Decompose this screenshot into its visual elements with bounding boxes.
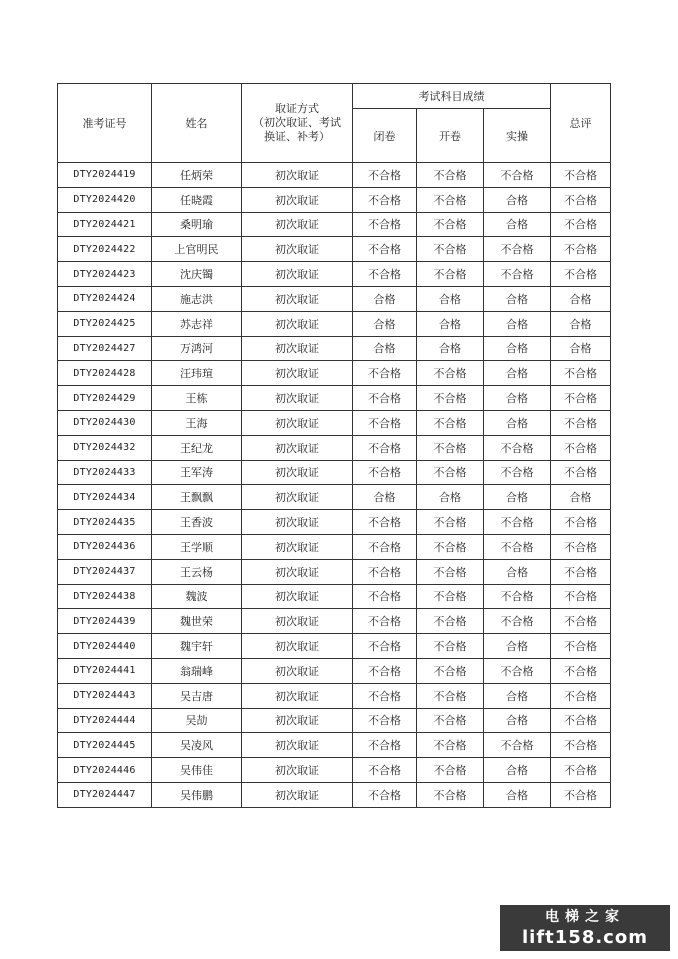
cell-practical: 合格	[484, 559, 551, 584]
cell-open-book: 不合格	[417, 609, 484, 634]
cell-practical: 不合格	[484, 733, 551, 758]
table-row	[58, 286, 611, 311]
cell-name: 魏世荣	[152, 609, 242, 634]
cell-exam-id: DTY2024433	[58, 460, 152, 485]
cell-closed-book: 不合格	[353, 410, 417, 435]
cell-overall: 不合格	[551, 262, 611, 287]
cell-name: 施志洪	[152, 286, 242, 311]
cell-open-book: 不合格	[417, 634, 484, 659]
table-row	[58, 435, 611, 460]
cell-open-book: 合格	[417, 311, 484, 336]
cell-open-book: 不合格	[417, 187, 484, 212]
cell-overall: 不合格	[551, 708, 611, 733]
cell-name: 万鸿河	[152, 336, 242, 361]
cell-name: 王云杨	[152, 559, 242, 584]
cell-open-book: 不合格	[417, 262, 484, 287]
table-row	[58, 782, 611, 807]
cell-exam-id: DTY2024421	[58, 212, 152, 237]
cell-practical: 不合格	[484, 435, 551, 460]
table-row	[58, 609, 611, 634]
cell-open-book: 不合格	[417, 658, 484, 683]
header-subject-scores: 考试科目成绩	[353, 84, 551, 109]
cell-name: 王栋	[152, 386, 242, 411]
cell-closed-book: 不合格	[353, 510, 417, 535]
cell-exam-id: DTY2024436	[58, 534, 152, 559]
cell-name: 任晓霞	[152, 187, 242, 212]
table-row	[58, 584, 611, 609]
cell-method: 初次取证	[242, 163, 353, 188]
table-row	[58, 460, 611, 485]
cell-closed-book: 不合格	[353, 237, 417, 262]
cell-closed-book: 不合格	[353, 534, 417, 559]
table-row	[58, 683, 611, 708]
header-open-book: 开卷	[417, 109, 484, 163]
cell-open-book: 不合格	[417, 510, 484, 535]
table-body	[58, 163, 611, 808]
cell-practical: 合格	[484, 410, 551, 435]
table-row	[58, 510, 611, 535]
cell-method: 初次取证	[242, 361, 353, 386]
cell-name: 吴凌风	[152, 733, 242, 758]
cell-closed-book: 不合格	[353, 559, 417, 584]
cell-exam-id: DTY2024444	[58, 708, 152, 733]
cell-name: 王香波	[152, 510, 242, 535]
cell-overall: 不合格	[551, 758, 611, 783]
cell-name: 吴伟佳	[152, 758, 242, 783]
table-row	[58, 485, 611, 510]
cell-practical: 不合格	[484, 534, 551, 559]
cell-overall: 合格	[551, 286, 611, 311]
cell-practical: 合格	[484, 683, 551, 708]
cell-name: 上官明民	[152, 237, 242, 262]
cell-overall: 不合格	[551, 187, 611, 212]
cell-method: 初次取证	[242, 559, 353, 584]
cell-method: 初次取证	[242, 286, 353, 311]
cell-open-book: 不合格	[417, 435, 484, 460]
cell-exam-id: DTY2024447	[58, 782, 152, 807]
cell-exam-id: DTY2024437	[58, 559, 152, 584]
cell-overall: 不合格	[551, 212, 611, 237]
table-row	[58, 311, 611, 336]
cell-exam-id: DTY2024430	[58, 410, 152, 435]
cell-method: 初次取证	[242, 609, 353, 634]
cell-method: 初次取证	[242, 584, 353, 609]
cell-closed-book: 不合格	[353, 163, 417, 188]
cell-open-book: 合格	[417, 485, 484, 510]
table-row	[58, 163, 611, 188]
cell-method: 初次取证	[242, 658, 353, 683]
cell-closed-book: 不合格	[353, 634, 417, 659]
cell-exam-id: DTY2024419	[58, 163, 152, 188]
cell-method: 初次取证	[242, 733, 353, 758]
cell-open-book: 不合格	[417, 361, 484, 386]
header-method	[242, 84, 353, 163]
cell-closed-book: 不合格	[353, 386, 417, 411]
cell-open-book: 不合格	[417, 733, 484, 758]
cell-overall: 不合格	[551, 163, 611, 188]
cell-open-book: 不合格	[417, 708, 484, 733]
cell-exam-id: DTY2024439	[58, 609, 152, 634]
cell-exam-id: DTY2024438	[58, 584, 152, 609]
cell-closed-book: 不合格	[353, 187, 417, 212]
header-exam-id: 准考证号	[58, 84, 152, 163]
cell-method: 初次取证	[242, 212, 353, 237]
table-row	[58, 534, 611, 559]
cell-closed-book: 不合格	[353, 460, 417, 485]
cell-overall: 不合格	[551, 435, 611, 460]
cell-overall: 不合格	[551, 410, 611, 435]
cell-overall: 不合格	[551, 782, 611, 807]
cell-method: 初次取证	[242, 510, 353, 535]
cell-open-book: 不合格	[417, 460, 484, 485]
cell-name: 桑明瑜	[152, 212, 242, 237]
cell-closed-book: 不合格	[353, 658, 417, 683]
cell-overall: 不合格	[551, 361, 611, 386]
cell-practical: 不合格	[484, 609, 551, 634]
header-practical: 实操	[484, 109, 551, 163]
cell-overall: 合格	[551, 336, 611, 361]
cell-exam-id: DTY2024425	[58, 311, 152, 336]
cell-open-book: 不合格	[417, 758, 484, 783]
cell-exam-id: DTY2024429	[58, 386, 152, 411]
cell-practical: 合格	[484, 336, 551, 361]
exam-results-table	[57, 83, 611, 808]
cell-practical: 合格	[484, 758, 551, 783]
cell-practical: 不合格	[484, 584, 551, 609]
cell-closed-book: 不合格	[353, 584, 417, 609]
cell-name: 吴伟鹏	[152, 782, 242, 807]
cell-overall: 合格	[551, 311, 611, 336]
table-row	[58, 708, 611, 733]
cell-closed-book: 不合格	[353, 262, 417, 287]
cell-open-book: 合格	[417, 286, 484, 311]
cell-open-book: 合格	[417, 336, 484, 361]
cell-overall: 不合格	[551, 559, 611, 584]
cell-closed-book: 合格	[353, 286, 417, 311]
cell-practical: 合格	[484, 386, 551, 411]
cell-overall: 不合格	[551, 683, 611, 708]
cell-practical: 合格	[484, 311, 551, 336]
cell-practical: 不合格	[484, 262, 551, 287]
cell-exam-id: DTY2024428	[58, 361, 152, 386]
cell-exam-id: DTY2024440	[58, 634, 152, 659]
cell-method: 初次取证	[242, 634, 353, 659]
table-row	[58, 386, 611, 411]
cell-closed-book: 合格	[353, 336, 417, 361]
cell-overall: 不合格	[551, 634, 611, 659]
cell-name: 沈庆镯	[152, 262, 242, 287]
cell-method: 初次取证	[242, 262, 353, 287]
cell-closed-book: 不合格	[353, 782, 417, 807]
cell-overall: 不合格	[551, 609, 611, 634]
cell-open-book: 不合格	[417, 782, 484, 807]
cell-practical: 合格	[484, 782, 551, 807]
cell-closed-book: 不合格	[353, 361, 417, 386]
cell-name: 汪玮瑄	[152, 361, 242, 386]
cell-practical: 合格	[484, 708, 551, 733]
cell-open-book: 不合格	[417, 163, 484, 188]
cell-practical: 不合格	[484, 163, 551, 188]
cell-name: 苏志祥	[152, 311, 242, 336]
cell-closed-book: 不合格	[353, 708, 417, 733]
cell-exam-id: DTY2024422	[58, 237, 152, 262]
cell-closed-book: 合格	[353, 485, 417, 510]
table-row	[58, 658, 611, 683]
header-closed-book: 闭卷	[353, 109, 417, 163]
cell-overall: 不合格	[551, 386, 611, 411]
watermark-cn: 电梯之家	[545, 909, 625, 925]
cell-closed-book: 不合格	[353, 733, 417, 758]
cell-name: 吴吉唐	[152, 683, 242, 708]
cell-method: 初次取证	[242, 386, 353, 411]
cell-overall: 合格	[551, 485, 611, 510]
cell-open-book: 不合格	[417, 386, 484, 411]
cell-overall: 不合格	[551, 460, 611, 485]
site-watermark	[500, 905, 670, 951]
cell-practical: 不合格	[484, 510, 551, 535]
cell-overall: 不合格	[551, 534, 611, 559]
cell-name: 任炳荣	[152, 163, 242, 188]
cell-name: 翁瑞峰	[152, 658, 242, 683]
cell-name: 王飘飘	[152, 485, 242, 510]
header-overall: 总评	[551, 84, 611, 163]
cell-method: 初次取证	[242, 187, 353, 212]
cell-practical: 合格	[484, 286, 551, 311]
cell-closed-book: 不合格	[353, 212, 417, 237]
cell-exam-id: DTY2024441	[58, 658, 152, 683]
table-row	[58, 262, 611, 287]
cell-name: 王学顺	[152, 534, 242, 559]
cell-open-book: 不合格	[417, 559, 484, 584]
cell-method: 初次取证	[242, 782, 353, 807]
cell-exam-id: DTY2024427	[58, 336, 152, 361]
table-row	[58, 559, 611, 584]
cell-name: 吴劼	[152, 708, 242, 733]
cell-name: 王军涛	[152, 460, 242, 485]
cell-exam-id: DTY2024432	[58, 435, 152, 460]
cell-practical: 合格	[484, 212, 551, 237]
cell-name: 魏波	[152, 584, 242, 609]
cell-overall: 不合格	[551, 237, 611, 262]
table-row	[58, 187, 611, 212]
cell-method: 初次取证	[242, 336, 353, 361]
header-method-text: 取证方式 （初次取证、考试换证、补考）	[253, 102, 341, 143]
cell-method: 初次取证	[242, 683, 353, 708]
cell-overall: 不合格	[551, 510, 611, 535]
cell-open-book: 不合格	[417, 683, 484, 708]
cell-practical: 不合格	[484, 237, 551, 262]
table-row	[58, 336, 611, 361]
cell-practical: 合格	[484, 361, 551, 386]
table-row	[58, 237, 611, 262]
cell-exam-id: DTY2024434	[58, 485, 152, 510]
cell-practical: 不合格	[484, 658, 551, 683]
cell-practical: 不合格	[484, 460, 551, 485]
table-row	[58, 410, 611, 435]
cell-overall: 不合格	[551, 658, 611, 683]
cell-method: 初次取证	[242, 435, 353, 460]
cell-closed-book: 不合格	[353, 609, 417, 634]
table-row	[58, 733, 611, 758]
cell-practical: 合格	[484, 485, 551, 510]
cell-exam-id: DTY2024423	[58, 262, 152, 287]
cell-practical: 合格	[484, 634, 551, 659]
cell-open-book: 不合格	[417, 212, 484, 237]
cell-closed-book: 不合格	[353, 758, 417, 783]
cell-open-book: 不合格	[417, 410, 484, 435]
cell-practical: 合格	[484, 187, 551, 212]
cell-exam-id: DTY2024424	[58, 286, 152, 311]
cell-method: 初次取证	[242, 485, 353, 510]
cell-closed-book: 合格	[353, 311, 417, 336]
cell-overall: 不合格	[551, 733, 611, 758]
cell-open-book: 不合格	[417, 237, 484, 262]
header-name: 姓名	[152, 84, 242, 163]
cell-exam-id: DTY2024420	[58, 187, 152, 212]
cell-overall: 不合格	[551, 584, 611, 609]
cell-closed-book: 不合格	[353, 683, 417, 708]
table-row	[58, 634, 611, 659]
cell-exam-id: DTY2024443	[58, 683, 152, 708]
cell-method: 初次取证	[242, 534, 353, 559]
cell-method: 初次取证	[242, 237, 353, 262]
cell-name: 王纪龙	[152, 435, 242, 460]
table-row	[58, 212, 611, 237]
cell-closed-book: 不合格	[353, 435, 417, 460]
cell-name: 魏宇轩	[152, 634, 242, 659]
cell-method: 初次取证	[242, 311, 353, 336]
cell-exam-id: DTY2024446	[58, 758, 152, 783]
cell-exam-id: DTY2024435	[58, 510, 152, 535]
cell-open-book: 不合格	[417, 584, 484, 609]
table-row	[58, 758, 611, 783]
table-row	[58, 361, 611, 386]
cell-method: 初次取证	[242, 758, 353, 783]
cell-method: 初次取证	[242, 708, 353, 733]
cell-open-book: 不合格	[417, 534, 484, 559]
cell-exam-id: DTY2024445	[58, 733, 152, 758]
cell-name: 王海	[152, 410, 242, 435]
cell-method: 初次取证	[242, 410, 353, 435]
cell-method: 初次取证	[242, 460, 353, 485]
watermark-en: lift158.com	[522, 927, 648, 948]
